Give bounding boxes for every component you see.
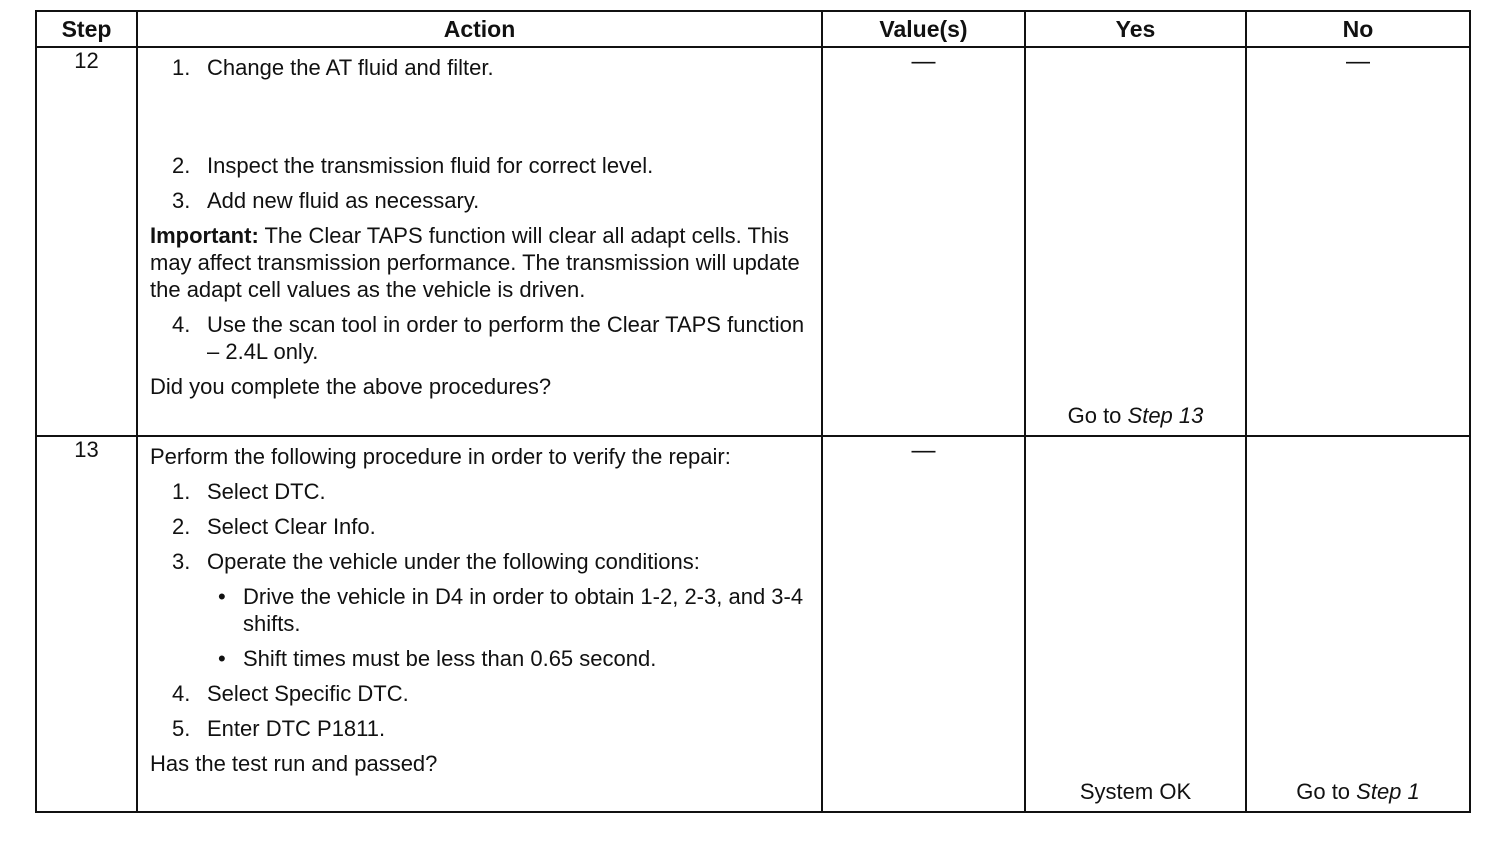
- action-cell: [137, 436, 822, 812]
- important-label: Important:: [150, 223, 259, 248]
- header-values: Value(s): [822, 11, 1025, 47]
- step-reference: Step 13: [1127, 403, 1204, 428]
- yes-cell: System OK: [1025, 436, 1246, 812]
- header-yes: Yes: [1025, 11, 1246, 47]
- intro-text: Perform the following procedure in order to verify the repair:: [150, 444, 731, 469]
- step-number: 12: [36, 47, 137, 436]
- header-step: Step: [36, 11, 137, 47]
- list-item: 3. Operate the vehicle under the following conditions:: [172, 549, 700, 574]
- bullet-icon: •: [218, 584, 226, 609]
- step-reference: Step 1: [1356, 779, 1420, 804]
- yes-cell: Go to Step 13: [1025, 47, 1246, 436]
- table-row: [36, 436, 1470, 812]
- important-note: Important: The Clear TAPS function will clear all adapt cells. This may affect transmission performance. The transmission will update the adapt cell values as the vehicle is driven.: [150, 223, 800, 302]
- question: Has the test run and passed?: [150, 751, 438, 776]
- no-cell: Go to Step 1: [1246, 436, 1470, 812]
- header-row: [36, 11, 1470, 47]
- list-item: 1. Select DTC.: [172, 479, 326, 504]
- list-item: 4. Use the scan tool in order to perform the Clear TAPS function – 2.4L only.: [172, 312, 805, 364]
- step-number: 13: [36, 436, 137, 812]
- action-cell: [137, 47, 822, 436]
- list-item: 3. Add new fluid as necessary.: [172, 188, 480, 213]
- list-item: 4. Select Specific DTC.: [172, 681, 409, 706]
- diagnostic-table: [35, 10, 1471, 813]
- bullet-item: • Drive the vehicle in D4 in order to obtain 1-2, 2-3, and 3-4 shifts.: [218, 584, 804, 636]
- header-no: No: [1246, 11, 1470, 47]
- bullet-item: • Shift times must be less than 0.65 second.: [218, 646, 657, 671]
- question: Did you complete the above procedures?: [150, 374, 552, 399]
- list-item: 1. Change the AT fluid and filter.: [172, 55, 494, 80]
- list-item: 2. Select Clear Info.: [172, 514, 376, 539]
- value-cell: —: [822, 47, 1025, 436]
- value-cell: —: [822, 436, 1025, 812]
- no-cell: —: [1246, 47, 1470, 436]
- header-action: Action: [137, 11, 822, 47]
- list-item: 2. Inspect the transmission fluid for correct level.: [172, 153, 654, 178]
- bullet-icon: •: [218, 646, 226, 671]
- list-item: 5. Enter DTC P1811.: [172, 716, 386, 741]
- table-row: [36, 47, 1470, 436]
